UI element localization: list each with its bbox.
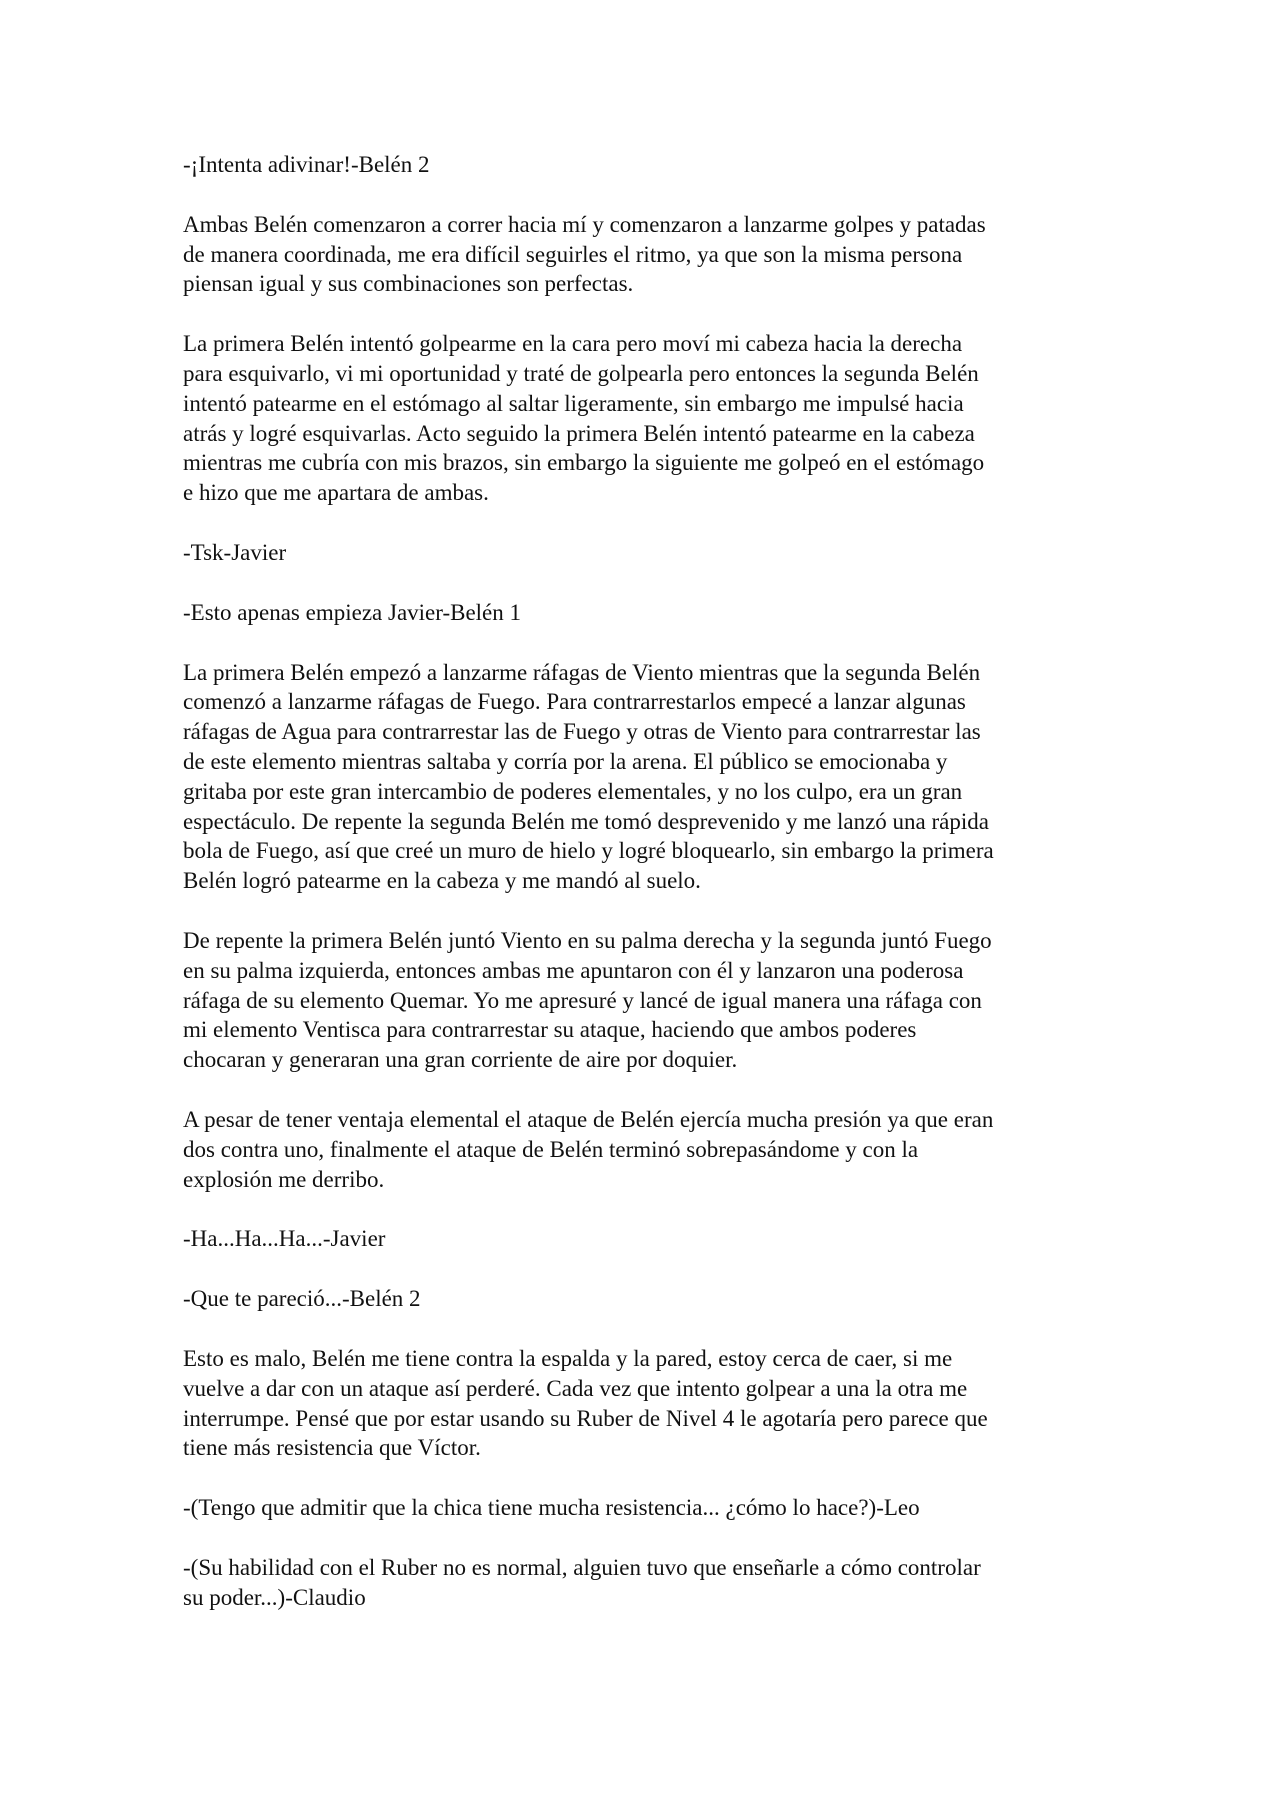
text-line: -¡Intenta adivinar!-Belén 2 — [183, 152, 430, 177]
text-line: De repente la primera Belén juntó Viento en su palma derecha y la segunda juntó Fuego — [183, 927, 992, 953]
text-line: La primera Belén empezó a lanzarme ráfagas de Viento mientras que la segunda Belén — [183, 659, 981, 685]
text-line: ráfagas de Agua para contrarrestar las de Fuego y otras de Viento para contrarrestar las — [183, 719, 981, 745]
text-line: gritaba por este gran intercambio de poderes elementales, y no los culpo, era un gran — [183, 778, 963, 804]
text-line: Esto es malo, Belén me tiene contra la espalda y la pared, estoy cerca de caer, si me — [183, 1345, 953, 1371]
text-line: bola de Fuego, así que creé un muro de hielo y logré bloquearlo, sin embargo la primera — [183, 838, 994, 864]
text-line: -(Tengo que admitir que la chica tiene mucha resistencia... ¿cómo lo hace?)-Leo — [183, 1495, 920, 1521]
text-line: mientras me cubría con mis brazos, sin embargo la siguiente me golpeó en el estómago — [183, 450, 985, 476]
text-line: -(Su habilidad con el Ruber no es normal, alguien tuvo que enseñarle a cómo controlar — [183, 1554, 981, 1580]
paragraph — [183, 1224, 1103, 1254]
text-line: Belén logró patearme en la cabeza y me mandó al suelo. — [183, 868, 701, 894]
text-line: en su palma izquierda, entonces ambas me apuntaron con él y lanzaron una poderosa — [183, 957, 964, 983]
text-line: -Tsk-Javier — [183, 539, 287, 565]
paragraph — [183, 598, 1103, 628]
text-line: interrumpe. Pensé que por estar usando su Ruber de Nivel 4 le agotaría pero parece que — [183, 1405, 988, 1431]
text-line: -Que te pareció...-Belén 2 — [183, 1286, 421, 1312]
text-line: vuelve a dar con un ataque así perderé. Cada vez que intento golpear a una la otra me — [183, 1375, 968, 1401]
text-line: dos contra uno, finalmente el ataque de Belén terminó sobrepasándome y con la — [183, 1136, 919, 1162]
paragraph — [183, 210, 1103, 299]
text-line: La primera Belén intentó golpearme en la cara pero moví mi cabeza hacia la derecha — [183, 331, 963, 357]
text-line: de este elemento mientras saltaba y corría por la arena. El público se emocionaba y — [183, 748, 948, 774]
text-line: para esquivarlo, vi mi oportunidad y traté de golpearla pero entonces la segunda Belén — [183, 360, 979, 386]
text-line: espectáculo. De repente la segunda Belén me tomó desprevenido y me lanzó una rápida — [183, 808, 989, 834]
text-line: intentó patearme en el estómago al saltar ligeramente, sin embargo me impulsé hacia — [183, 390, 964, 416]
text-line: de manera coordinada, me era difícil seguirles el ritmo, ya que son la misma persona — [183, 241, 963, 267]
paragraph — [183, 1493, 1103, 1523]
text-line: e hizo que me apartara de ambas. — [183, 480, 489, 506]
paragraph — [183, 1553, 1103, 1613]
text-line: chocaran y generaran una gran corriente de aire por doquier. — [183, 1047, 738, 1073]
paragraph — [183, 1344, 1103, 1463]
paragraph — [183, 150, 1103, 180]
text-line: -Ha...Ha...Ha...-Javier — [183, 1226, 386, 1252]
text-line: ráfaga de su elemento Quemar. Yo me apresuré y lancé de igual manera una ráfaga con — [183, 987, 982, 1013]
text-line: explosión me derribo. — [183, 1166, 385, 1192]
paragraph — [183, 1105, 1103, 1194]
paragraph — [183, 926, 1103, 1075]
text-line: piensan igual y sus combinaciones son perfectas. — [183, 271, 634, 297]
text-line: comenzó a lanzarme ráfagas de Fuego. Para contrarrestarlos empecé a lanzar algunas — [183, 689, 966, 715]
text-line: Ambas Belén comenzaron a correr hacia mí y comenzaron a lanzarme golpes y patadas — [183, 211, 986, 237]
text-line: atrás y logré esquivarlas. Acto seguido la primera Belén intentó patearme en la cabeza — [183, 420, 975, 446]
text-line: A pesar de tener ventaja elemental el ataque de Belén ejercía mucha presión ya que eran — [183, 1106, 994, 1132]
text-line: -Esto apenas empieza Javier-Belén 1 — [183, 599, 522, 625]
paragraph — [183, 658, 1103, 896]
document-body — [183, 150, 1103, 1642]
text-line: mi elemento Ventisca para contrarrestar su ataque, haciendo que ambos poderes — [183, 1017, 917, 1043]
text-line: su poder...)-Claudio — [183, 1584, 366, 1610]
text-line: tiene más resistencia que Víctor. — [183, 1435, 481, 1461]
paragraph — [183, 538, 1103, 568]
paragraph — [183, 329, 1103, 508]
paragraph — [183, 1284, 1103, 1314]
